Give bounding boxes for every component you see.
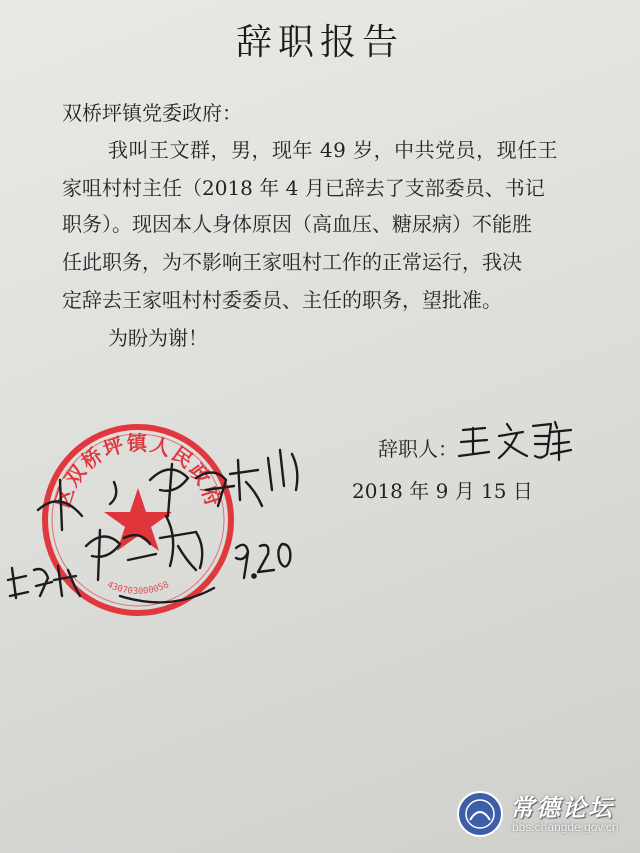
watermark-url: bbs.changde.gov.cn	[512, 820, 619, 834]
watermark-name: 常德论坛	[510, 793, 614, 822]
handwritten-signature	[455, 414, 575, 464]
closing-line: 为盼为谢！	[108, 326, 208, 350]
body-line: 家咀村村主任（2018 年 4 月已辞去了支部委员、书记	[62, 176, 545, 200]
svg-text:430703000058: 430703000058	[105, 580, 171, 597]
addressee-line: 双桥坪镇党委政府：	[62, 101, 242, 125]
document-title: 辞职报告	[235, 22, 404, 63]
signature-date: 2018 年 9 月 15 日	[352, 479, 533, 503]
body-line: 职务）。现因本人身体原因（高血压、糖尿病）不能胜	[62, 212, 532, 236]
forum-logo-icon	[456, 790, 504, 838]
body-line: 我叫王文群，男，现年 49 岁，中共党员，现任王	[108, 138, 559, 162]
signer-label: 辞职人：	[378, 437, 458, 461]
svg-text:区双桥坪镇人民政府: 区双桥坪镇人民政府	[49, 431, 227, 511]
forum-watermark	[452, 786, 638, 846]
handwritten-annotation	[0, 420, 310, 620]
body-line: 任此职务，为不影响王家咀村工作的正常运行，我决	[62, 250, 522, 274]
body-line: 定辞去王家咀村村委委员、主任的职务，望批准。	[62, 288, 502, 312]
